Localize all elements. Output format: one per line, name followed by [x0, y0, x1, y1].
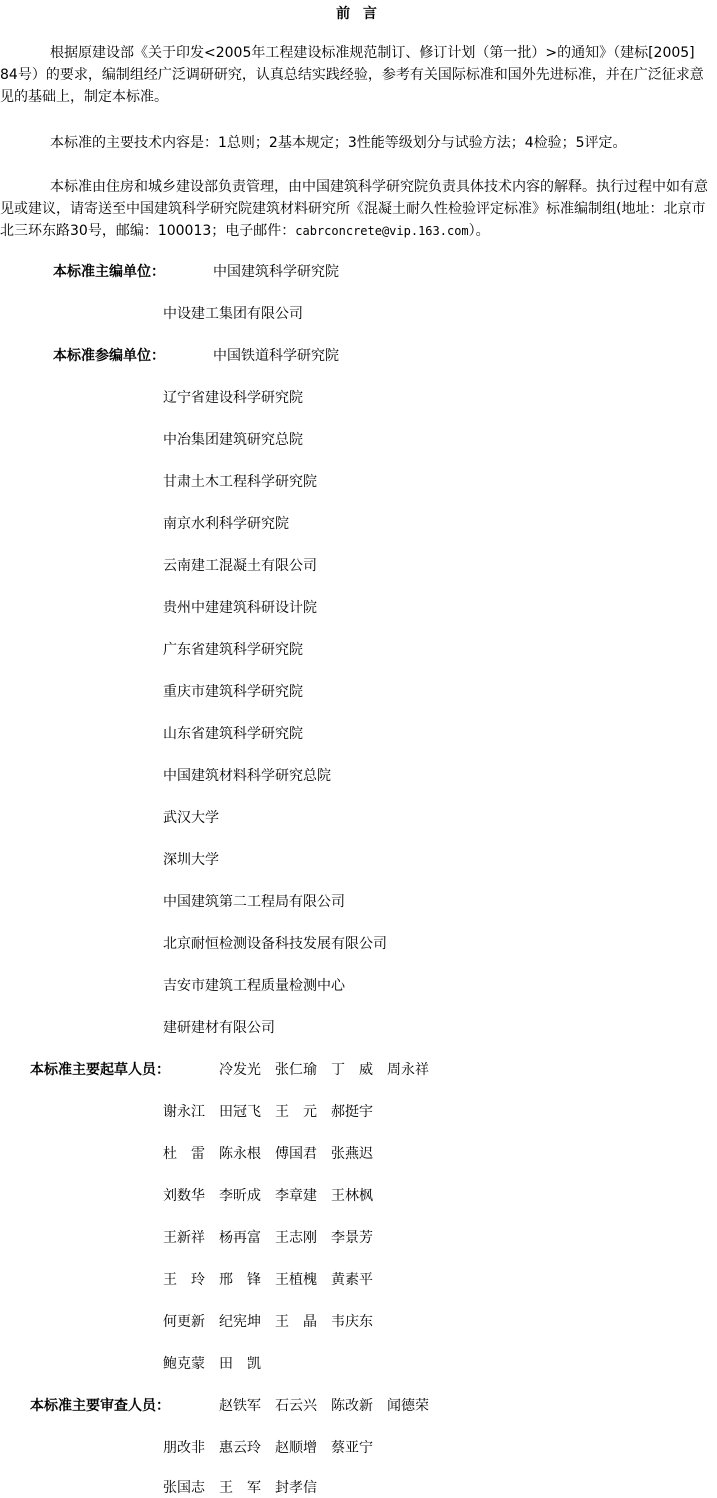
- participating-unit-item: 辽宁省建设科学研究院: [163, 390, 303, 406]
- participating-unit-item: 深圳大学: [163, 852, 219, 868]
- participating-unit-item: 山东省建筑科学研究院: [163, 726, 303, 742]
- drafters-row: [163, 1312, 387, 1332]
- drafters-label: 本标准主要起草人员：: [30, 1062, 170, 1078]
- person-name: 王 军: [219, 1480, 261, 1496]
- person-name: 赵顺增: [275, 1440, 317, 1456]
- person-name: 丁 威: [331, 1062, 373, 1078]
- person-name: 石云兴: [275, 1398, 317, 1414]
- participating-unit-item: 吉安市建筑工程质量检测中心: [163, 978, 345, 994]
- person-name: 陈改新: [331, 1398, 373, 1414]
- drafters-row: [163, 1186, 387, 1206]
- person-name: 李昕成: [219, 1188, 261, 1204]
- person-name: 蔡亚宁: [331, 1440, 373, 1456]
- contact-email: cabrconcrete@vip.163.com: [295, 224, 469, 238]
- person-name: 王 晶: [275, 1314, 317, 1330]
- participating-unit-item: 贵州中建建筑科研设计院: [163, 600, 317, 616]
- person-name: 张燕迟: [331, 1146, 373, 1162]
- drafters-row: [219, 1060, 443, 1080]
- participating-unit-item: 云南建工混凝土有限公司: [163, 558, 317, 574]
- person-name: 陈永根: [219, 1146, 261, 1162]
- person-name: 何更新: [163, 1314, 205, 1330]
- person-name: 封孝信: [275, 1480, 317, 1496]
- participating-unit-item: 南京水利科学研究院: [163, 516, 289, 532]
- person-name: 郝挺宇: [331, 1104, 373, 1120]
- participating-unit-item: 中国建筑材料科学研究总院: [163, 768, 331, 784]
- person-name: 黄素平: [331, 1272, 373, 1288]
- person-name: 杨再富: [219, 1230, 261, 1246]
- participating-unit-item: 中国建筑第二工程局有限公司: [163, 894, 345, 910]
- participating-unit-item: 广东省建筑科学研究院: [163, 642, 303, 658]
- person-name: 田冠飞: [219, 1104, 261, 1120]
- person-name: 刘数华: [163, 1188, 205, 1204]
- drafters-row: [163, 1102, 387, 1122]
- participating-unit-item: 武汉大学: [163, 810, 219, 826]
- participating-unit-item: 北京耐恒检测设备科技发展有限公司: [163, 936, 387, 952]
- drafters-row: [163, 1270, 387, 1290]
- chief-unit-item: 中设建工集团有限公司: [163, 306, 303, 322]
- person-name: 王 元: [275, 1104, 317, 1120]
- person-name: 王 玲: [163, 1272, 205, 1288]
- person-name: 闻德荣: [387, 1398, 429, 1414]
- person-name: 李章建: [275, 1188, 317, 1204]
- person-name: 纪宪坤: [219, 1314, 261, 1330]
- person-name: 周永祥: [387, 1062, 429, 1078]
- person-name: 傅国君: [275, 1146, 317, 1162]
- person-name: 王志刚: [275, 1230, 317, 1246]
- intro-paragraph-3-end: ）。: [468, 223, 490, 239]
- chief-units-label: 本标准主编单位：: [53, 264, 165, 280]
- intro-paragraph-3-text: 本标准由住房和城乡建设部负责管理，由中国建筑科学研究院负责具体技术内容的解释。执行过程中如有意见或建议，请寄送至中国建筑科学研究院建筑材料研究所《混凝土耐久性检验评定标准》标准编制组(地址：北京市北三环东路30号，邮编：100013；电子邮件：: [0, 179, 708, 239]
- person-name: 惠云玲: [219, 1440, 261, 1456]
- participating-unit-item: 建研建材有限公司: [163, 1020, 275, 1036]
- intro-paragraph-3: [0, 176, 712, 242]
- person-name: 李景芳: [331, 1230, 373, 1246]
- person-name: 赵铁军: [219, 1398, 261, 1414]
- person-name: 张仁瑜: [275, 1062, 317, 1078]
- drafters-row: [163, 1354, 275, 1374]
- person-name: 谢永江: [163, 1104, 205, 1120]
- person-name: 冷发光: [219, 1062, 261, 1078]
- participating-units-label: 本标准参编单位：: [53, 348, 165, 364]
- drafters-row: [163, 1228, 387, 1248]
- drafters-row: [163, 1144, 387, 1164]
- person-name: 田 凯: [219, 1356, 261, 1372]
- person-name: 王新祥: [163, 1230, 205, 1246]
- participating-unit-item: 中国铁道科学研究院: [213, 348, 339, 364]
- reviewers-row: [219, 1396, 443, 1416]
- person-name: 王林枫: [331, 1188, 373, 1204]
- page-title: 前 言: [336, 6, 381, 22]
- person-name: 王植槐: [275, 1272, 317, 1288]
- person-name: 杜 雷: [163, 1146, 205, 1162]
- person-name: 张国志: [163, 1480, 205, 1496]
- person-name: 韦庆东: [331, 1314, 373, 1330]
- person-name: 朋改非: [163, 1440, 205, 1456]
- participating-unit-item: 甘肃土木工程科学研究院: [163, 474, 317, 490]
- person-name: 邢 锋: [219, 1272, 261, 1288]
- person-name: 鲍克蒙: [163, 1356, 205, 1372]
- intro-paragraph-1: 根据原建设部《关于印发<2005年工程建设标准规范制订、修订计划（第一批）>的通知》（建标[2005] 84号）的要求，编制组经广泛调研研究，认真总结实践经验，参考有关国际标准和国外先进标准，并在广泛征求意见的基础上，制定本标准。: [0, 45, 704, 105]
- reviewers-row: [163, 1438, 387, 1458]
- reviewers-row: [163, 1478, 331, 1498]
- participating-unit-item: 中冶集团建筑研究总院: [163, 432, 303, 448]
- reviewers-label: 本标准主要审查人员：: [30, 1398, 170, 1414]
- chief-unit-item: 中国建筑科学研究院: [213, 264, 339, 280]
- intro-paragraph-2: 本标准的主要技术内容是：1总则；2基本规定；3性能等级划分与试验方法；4检验；5评定。: [50, 135, 627, 151]
- participating-unit-item: 重庆市建筑科学研究院: [163, 684, 303, 700]
